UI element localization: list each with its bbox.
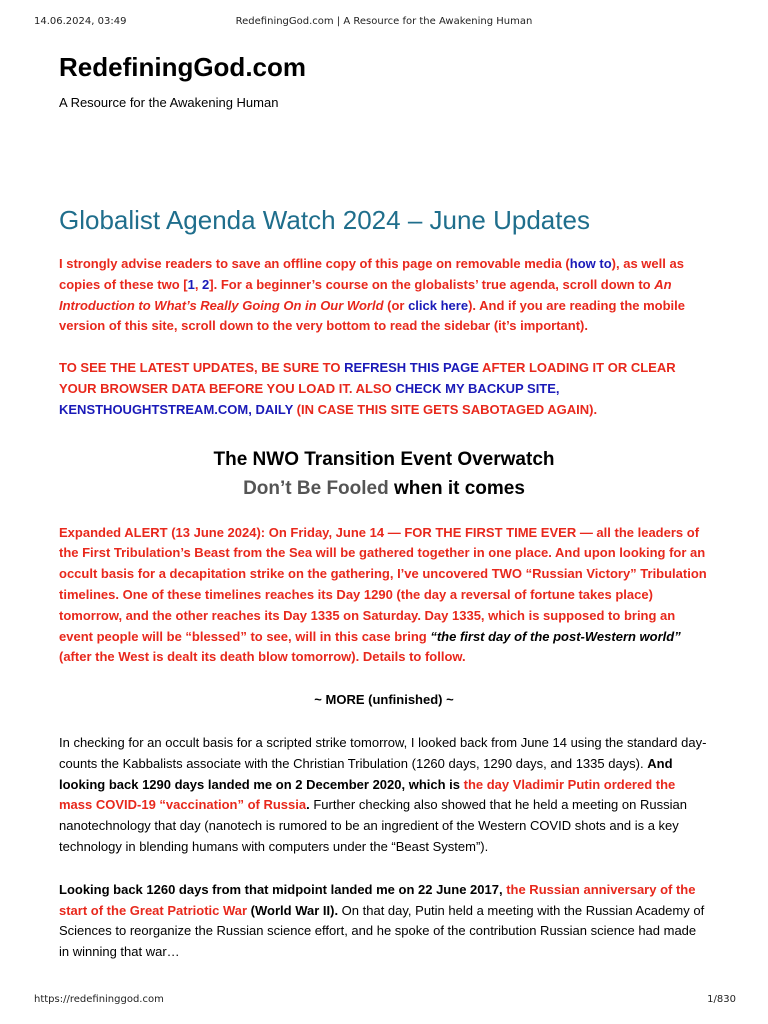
site-title[interactable]: RedefiningGod.com	[59, 52, 306, 82]
site-tagline: A Resource for the Awakening Human	[59, 95, 279, 110]
intro-text-3: ]. For a beginner’s course on the globalists’ true agenda, scroll down to	[209, 276, 655, 292]
intro-paragraph	[59, 254, 709, 337]
para2-bold-1: Looking back 1260 days from that midpoint landed me on 22 June 2017,	[59, 881, 507, 897]
notice-text-3: (IN CASE THIS SITE GETS SABOTAGED AGAIN).	[293, 401, 598, 417]
para2-red: the Russian anniversary of the start of the Great Patriotic War	[59, 881, 696, 918]
when-it-comes-text: when it comes	[388, 477, 525, 499]
print-footer	[0, 994, 768, 1008]
para1-text-2: Further checking also showed that he held a meeting on Russian nanotechnology that day (nanotech is rumored to be an ingredient of the Western COVID shots and is a key technology in blending humans with computers under the “Beast System”).	[59, 797, 687, 854]
para1-bold-2: .	[306, 797, 310, 813]
para1-bold-1: And looking back 1290 days landed me on 2 December 2020, which is	[59, 755, 673, 792]
alert-text-2: (after the West is dealt its death blow tomorrow). Details to follow.	[59, 649, 466, 665]
intro-comma: ,	[194, 276, 203, 292]
intro-text-2: ), as well as copies of these two [	[59, 256, 684, 292]
para1-text-1: In checking for an occult basis for a scripted strike tomorrow, I looked back from June 14 using the standard day-counts the Kabbalists associate with the Christian Tribulation (1260 days, 1290 days, and 1335 days).	[59, 734, 707, 771]
section-heading: The NWO Transition Event Overwatch	[213, 448, 555, 470]
print-datetime: 14.06.2024, 03:49	[34, 16, 127, 27]
para2-bold-2: (World War II).	[247, 902, 339, 918]
intro-text-4: (or	[383, 297, 409, 313]
introduction-title: An Introduction to What’s Really Going On in Our World	[59, 276, 672, 313]
print-url: https://redefininggod.com	[34, 994, 164, 1005]
how-to-link[interactable]: how to	[569, 256, 612, 271]
more-unfinished: ~ MORE (unfinished) ~	[314, 692, 454, 708]
body-paragraph-2	[59, 880, 709, 963]
notice-text-1: TO SEE THE LATEST UPDATES, BE SURE TO	[59, 360, 345, 376]
dont-be-fooled-text: Don’t Be Fooled	[243, 477, 389, 499]
refresh-page-link[interactable]: REFRESH THIS PAGE	[344, 360, 479, 376]
alert-paragraph	[59, 523, 709, 669]
print-header	[0, 16, 768, 30]
alert-text-1: Expanded ALERT (13 June 2024): On Friday, June 14 — FOR THE FIRST TIME EVER — all the leaders of the First Tribulation’s Beast from the Sea will be gathered together in one place. And upon looking for an occult basis for a decapitation strike on the gathering, I’ve uncovered TWO “Russian Victory” Tribulation timelines. One of these timelines reaches its Day 1290 (the day a reversal of fortune takes place) tomorrow, and the other reaches its Day 1335 on Saturday. Day 1335, which is supposed to bring an event people will be “blessed” to see, will in this case bring	[59, 524, 707, 644]
notice-text-2: AFTER LOADING IT OR CLEAR YOUR BROWSER DATA BEFORE YOU LOAD IT. ALSO	[59, 360, 676, 396]
intro-text-5: ). And if you are reading the mobile version of this site, scroll down to the very bottom to read the sidebar (it’s important).	[59, 297, 686, 334]
copy-link-2[interactable]: 2	[202, 276, 210, 292]
section-subheading	[59, 476, 709, 501]
post-title: Globalist Agenda Watch 2024 – June Updates	[59, 205, 590, 235]
page-content	[59, 50, 709, 963]
print-page-number: 1/830	[707, 994, 736, 1005]
backup-site-link[interactable]: CHECK MY BACKUP SITE, KENSTHOUGHTSTREAM.COM, DAILY	[59, 380, 560, 417]
print-page-title: RedefiningGod.com | A Resource for the Awakening Human	[235, 16, 533, 27]
alert-quote: “the first day of the post-Western world”	[430, 628, 681, 644]
para2-text-1: On that day, Putin held a meeting with the Russian Academy of Sciences to reorganize the Russian science effort, and he spoke of the contribution Russian science had made in winning that war…	[59, 902, 705, 960]
update-notice	[59, 358, 709, 420]
para1-red: the day Vladimir Putin ordered the mass COVID-19 “vaccination” of Russia	[59, 776, 676, 813]
intro-text-1: I strongly advise readers to save an offline copy of this page on removable media (	[59, 256, 570, 271]
body-paragraph-1	[59, 733, 709, 858]
copy-link-1[interactable]: 1	[187, 276, 195, 292]
click-here-link[interactable]: click here	[408, 297, 469, 313]
